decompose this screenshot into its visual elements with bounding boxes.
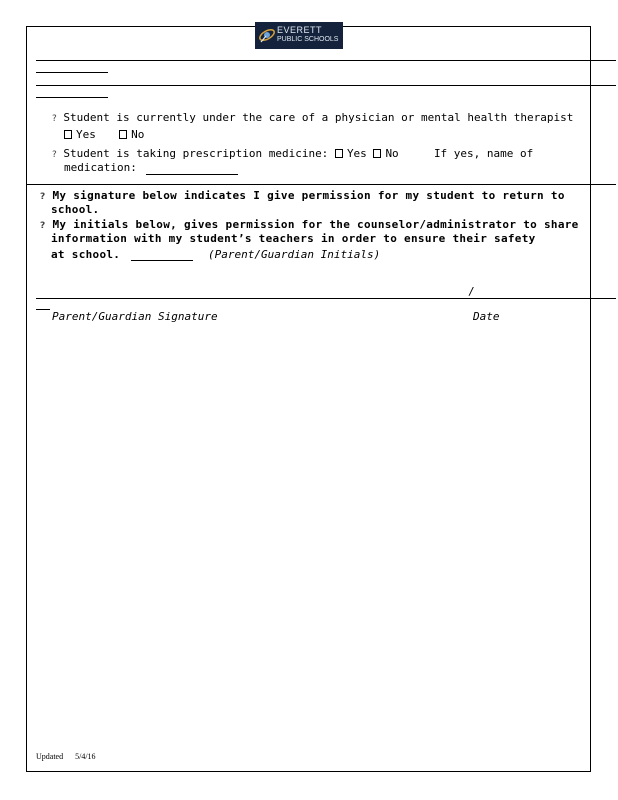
logo-wordmark [277,25,338,45]
date-slash: / [468,285,475,298]
bullet-icon: ? [40,221,46,231]
header-rule-2 [36,85,616,86]
medication-no-checkbox[interactable] [373,149,381,158]
initials-label: (Parent/Guardian Initials) [208,248,381,261]
care-question-text: Student is currently under the care of a physician or mental health therapist [63,111,574,124]
header-short-rule-2 [36,97,108,98]
globe-logo-icon [257,24,277,46]
header-short-rule-1 [36,72,108,73]
medication-yes-label: Yes [346,147,367,160]
care-no-label: No [131,128,145,141]
updated-label: Updated [36,752,64,761]
medication-question-text: Student is taking prescription medicine: [63,147,329,160]
signature-label: Parent/Guardian Signature [52,310,218,323]
care-no-checkbox[interactable] [119,130,127,139]
medication-name-field[interactable] [146,174,238,175]
medication-label: medication: [64,161,137,174]
care-yes-label: Yes [76,128,96,141]
signature-field[interactable] [36,298,616,299]
bullet-icon: ? [52,150,57,160]
care-yes-checkbox[interactable] [64,130,72,139]
medication-question [52,147,533,162]
date-label: Date [473,310,500,323]
medication-no-label: No [385,147,399,160]
medication-if-yes: If yes, name of [433,147,534,160]
medication-yes-checkbox[interactable] [335,149,343,158]
bullet-icon: ? [40,192,46,202]
district-logo [255,22,343,49]
consent-share-line-2: information with my student’s teachers in order to ensure their safety [51,232,536,245]
header-rule-1 [36,60,616,61]
initials-field[interactable] [131,260,193,261]
signature-short-rule [36,309,50,310]
logo-line-1: EVERETT [277,25,323,35]
bullet-icon: ? [52,114,57,124]
consent-return-statement [40,189,565,204]
consent-share-line-3: at school. [51,248,121,261]
consent-share-statement [40,218,579,233]
consent-return-line-2: school. [51,203,100,216]
care-options [64,128,144,142]
consent-return-line-1: My signature below indicates I give permission for my student to return to [52,189,565,202]
consent-share-line-1: My initials below, gives permission for the counselor/administrator to share [52,218,579,231]
medication-name-row [64,161,137,175]
section-divider [26,184,616,185]
updated-date: 5/4/16 [75,752,96,761]
updated-note [36,752,96,761]
logo-line-2: PUBLIC SCHOOLS [277,36,339,43]
care-question [52,111,573,126]
